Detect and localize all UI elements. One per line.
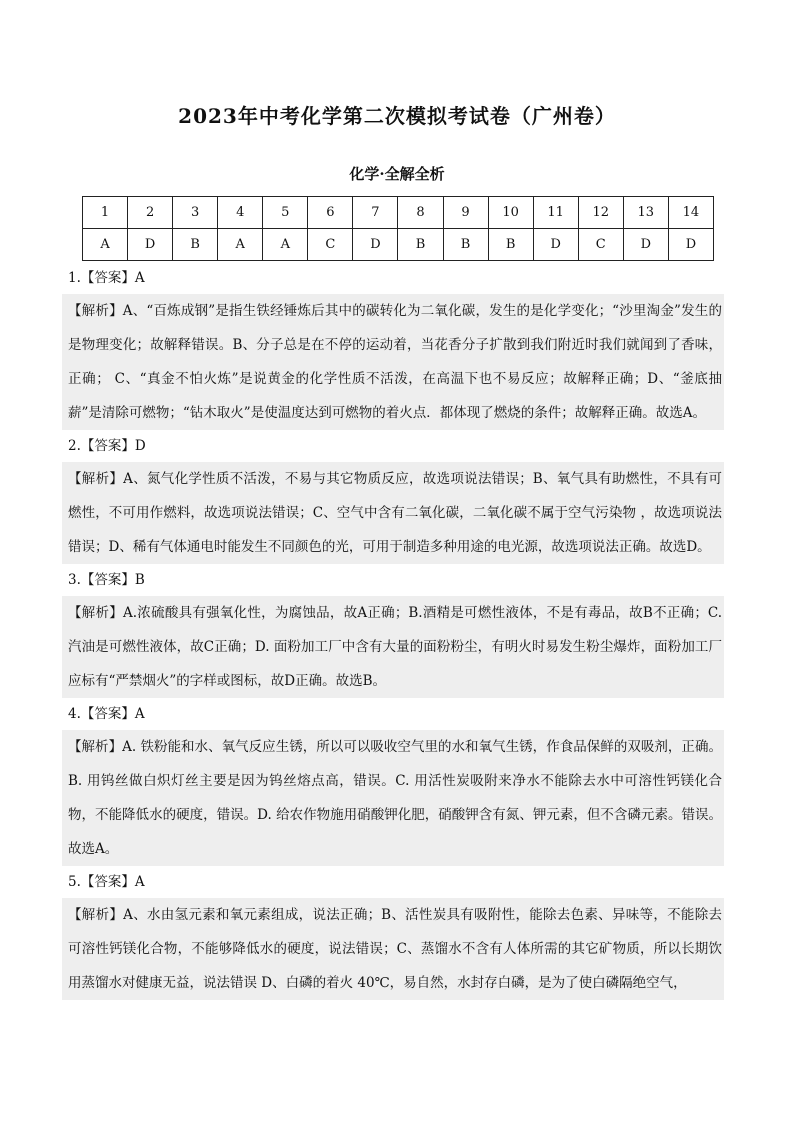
answer-table xyxy=(82,196,714,261)
question-number-cell: 1 xyxy=(83,197,128,229)
question-number-cell: 12 xyxy=(578,197,623,229)
answer-cell: A xyxy=(218,229,263,261)
answer-cell: B xyxy=(488,229,533,261)
question-number-cell: 9 xyxy=(443,197,488,229)
question-number-cell: 14 xyxy=(668,197,713,229)
answer-cell: B xyxy=(398,229,443,261)
answer-cell: D xyxy=(623,229,668,261)
answer-cell: D xyxy=(353,229,398,261)
question-number-cell: 6 xyxy=(308,197,353,229)
answer-line: 4.【答案】A xyxy=(68,706,145,722)
answer-line: 1.【答案】A xyxy=(68,270,145,286)
analysis-paragraph: 【解析】A.浓硫酸具有强氧化性，为腐蚀品，故A正确；B.酒精是可燃性液体，不是有毒品，故B不正确；C. 汽油是可燃性液体，故C正确；D. 面粉加工厂中含有大量的面粉粉尘，有明火时易发生粉尘爆炸，面粉加工厂应标有“严禁烟火”的字样或图标，故D正确。故选B。 xyxy=(62,596,724,698)
answer-cell: A xyxy=(263,229,308,261)
question-number-cell: 13 xyxy=(623,197,668,229)
document-subtitle: 化学·全解全析 xyxy=(349,165,445,183)
answer-line: 2.【答案】D xyxy=(68,438,146,454)
analysis-paragraph: 【解析】A. 铁粉能和水、氧气反应生锈，所以可以吸收空气里的水和氧气生锈，作食品保鲜的双吸剂，正确。B. 用钨丝做白炽灯丝主要是因为钨丝熔点高，错误。C. 用活性炭吸附来净水不能除去水中可溶性钙镁化合物，不能降低水的硬度，错误。D. 给农作物施用硝酸钾化肥，硝酸钾含有氮、钾元素，但不含磷元素。错误。故选A。 xyxy=(62,730,724,866)
question-block xyxy=(62,262,724,430)
solutions-section xyxy=(62,262,724,1000)
question-number-cell: 4 xyxy=(218,197,263,229)
answer-line: 3.【答案】B xyxy=(68,572,145,588)
answer-cell: D xyxy=(668,229,713,261)
question-number-cell: 5 xyxy=(263,197,308,229)
question-number-cell: 8 xyxy=(398,197,443,229)
answer-cell: C xyxy=(308,229,353,261)
question-number-cell: 2 xyxy=(128,197,173,229)
analysis-paragraph: 【解析】A、“百炼成钢”是指生铁经锤炼后其中的碳转化为二氧化碳，发生的是化学变化；“沙里淘金”发生的是物理变化；故解释错误。B、分子总是在不停的运动着，当花香分子扩散到我们附近时我们就闻到了香味，正确； C、“真金不怕火炼”是说黄金的化学性质不活泼，在高温下也不易反应；故解释正确；D、“釜底抽薪”是清除可燃物；“钻木取火”是使温度达到可燃物的着火点．都体现了燃烧的条件；故解释正确。故选A。 xyxy=(62,294,724,430)
question-block xyxy=(62,698,724,866)
answer-cell: A xyxy=(83,229,128,261)
analysis-paragraph: 【解析】A、水由氢元素和氧元素组成，说法正确；B、活性炭具有吸附性，能除去色素、异味等，不能除去可溶性钙镁化合物，不能够降低水的硬度，说法错误；C、蒸馏水不含有人体所需的其它矿物质，所以长期饮用蒸馏水对健康无益，说法错误 D、白磷的着火 40℃，易自然，水封存白磷，是为了使白磷隔绝空气， xyxy=(62,898,724,1000)
question-block xyxy=(62,430,724,564)
question-number-cell: 3 xyxy=(173,197,218,229)
answer-line: 5.【答案】A xyxy=(68,874,145,890)
answer-table-answer-row xyxy=(83,229,714,261)
answer-table-number-row xyxy=(83,197,714,229)
answer-cell: B xyxy=(173,229,218,261)
answer-cell: B xyxy=(443,229,488,261)
question-block xyxy=(62,564,724,698)
question-number-cell: 7 xyxy=(353,197,398,229)
document-title: 2023年中考化学第二次模拟考试卷（广州卷） xyxy=(178,104,616,128)
answer-cell: D xyxy=(128,229,173,261)
answer-cell: D xyxy=(533,229,578,261)
question-number-cell: 11 xyxy=(533,197,578,229)
question-number-cell: 10 xyxy=(488,197,533,229)
question-block xyxy=(62,866,724,1000)
analysis-paragraph: 【解析】A、氮气化学性质不活泼，不易与其它物质反应，故选项说法错误；B、氧气具有助燃性，不具有可燃性，不可用作燃料，故选项说法错误；C、空气中含有二氧化碳，二氧化碳不属于空气污染物 ，故选项说法错误；D、稀有气体通电时能发生不同颜色的光，可用于制造多种用途的电光源，故选项说法正确。故选D。 xyxy=(62,462,724,564)
answer-cell: C xyxy=(578,229,623,261)
